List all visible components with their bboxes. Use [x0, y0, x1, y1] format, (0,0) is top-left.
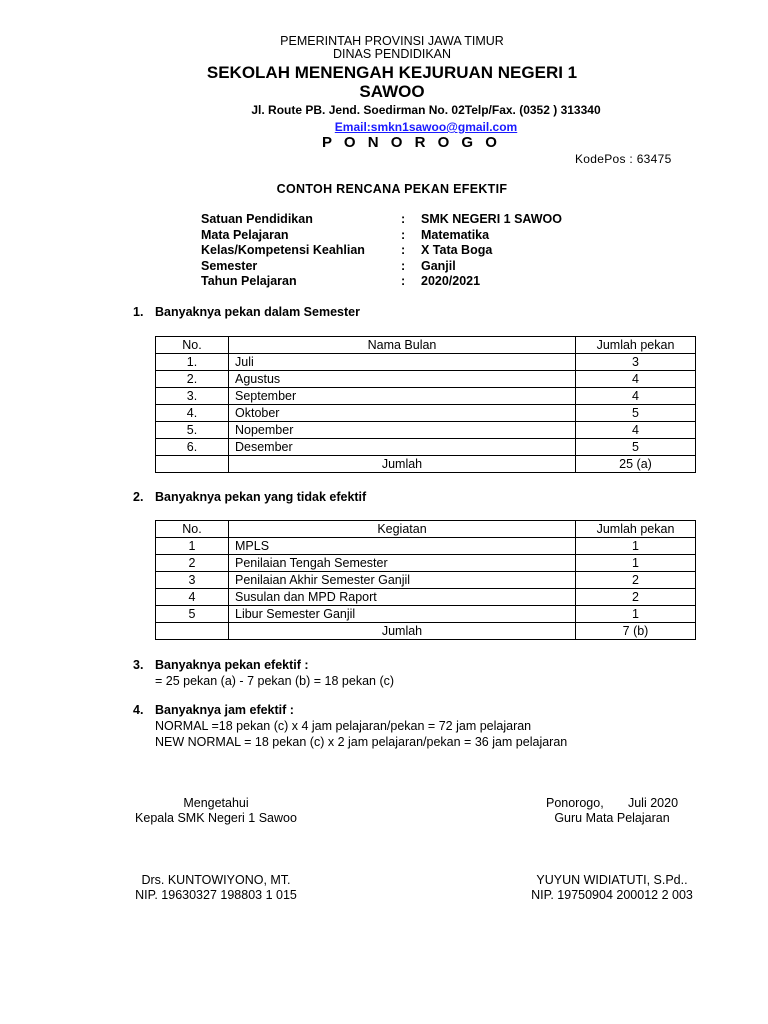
table-row	[156, 405, 696, 422]
header-email-link[interactable]: Email:smkn1sawoo@gmail.com	[334, 120, 518, 134]
table-row	[156, 371, 696, 388]
header-address: Jl. Route PB. Jend. Soedirman No. 02Telp/Fax. (0352 ) 313340	[251, 103, 601, 117]
info-value: SMK NEGERI 1 SAWOO	[421, 212, 562, 226]
signature-left-nip: NIP. 19630327 198803 1 015	[135, 888, 297, 902]
table-cell: Nopember	[229, 422, 576, 439]
table-row	[156, 388, 696, 405]
table-cell: 1.	[156, 354, 229, 371]
table-row	[156, 538, 696, 555]
section-number: 2.	[133, 490, 144, 504]
table-cell: 4	[156, 589, 229, 606]
section-title: Banyaknya jam efektif :	[155, 703, 294, 717]
table-row	[156, 606, 696, 623]
table-cell: 2	[156, 555, 229, 572]
signature-left-name: Drs. KUNTOWIYONO, MT.	[141, 873, 291, 887]
new-normal-hours-formula: NEW NORMAL = 18 pekan (c) x 2 jam pelajaran/pekan = 36 jam pelajaran	[155, 735, 568, 749]
info-label: Semester	[201, 259, 258, 273]
header-department: DINAS PENDIDIKAN	[332, 47, 452, 61]
table-row	[156, 555, 696, 572]
header-city: P O N O R O G O	[322, 134, 501, 151]
header-postal-code: KodePos : 63475	[575, 152, 672, 166]
info-colon: :	[401, 212, 406, 226]
info-label: Mata Pelajaran	[201, 228, 289, 242]
table-total-row	[156, 456, 696, 473]
table-header-cell: Jumlah pekan	[576, 337, 696, 354]
table-header-row	[156, 337, 696, 354]
table-header-row	[156, 521, 696, 538]
table-header-cell: Kegiatan	[229, 521, 576, 538]
header-school-name-line2: SAWOO	[359, 82, 425, 101]
signature-right-place-date: Ponorogo, Juli 2020	[545, 796, 679, 810]
table-row	[156, 572, 696, 589]
table-cell: 2	[576, 589, 696, 606]
table-cell: Penilaian Tengah Semester	[229, 555, 576, 572]
non-effective-weeks-table	[155, 520, 696, 640]
section-title: Banyaknya pekan efektif :	[155, 658, 309, 672]
table-cell: 5	[576, 405, 696, 422]
info-value: Ganjil	[421, 259, 456, 273]
table-header-cell: Nama Bulan	[229, 337, 576, 354]
table-header-cell: Jumlah pekan	[576, 521, 696, 538]
info-colon: :	[401, 228, 406, 242]
section-number: 1.	[133, 305, 144, 319]
table-cell: 1	[576, 606, 696, 623]
table-cell: MPLS	[229, 538, 576, 555]
signature-left-role: Kepala SMK Negeri 1 Sawoo	[135, 811, 297, 825]
normal-hours-formula: NORMAL =18 pekan (c) x 4 jam pelajaran/pekan = 72 jam pelajaran	[155, 719, 532, 733]
section-title: Banyaknya pekan yang tidak efektif	[155, 490, 367, 504]
table-header-cell: No.	[156, 337, 229, 354]
table-cell: Juli	[229, 354, 576, 371]
table-total-value: 7 (b)	[576, 623, 696, 640]
table-total-label: Jumlah	[229, 623, 576, 640]
info-value: Matematika	[421, 228, 490, 242]
table-row	[156, 589, 696, 606]
table-cell: 3	[156, 572, 229, 589]
section-title: Banyaknya pekan dalam Semester	[155, 305, 360, 319]
table-cell: Agustus	[229, 371, 576, 388]
table-total-label: Jumlah	[229, 456, 576, 473]
info-label: Kelas/Kompetensi Keahlian	[201, 243, 365, 257]
table-header-cell: No.	[156, 521, 229, 538]
table-cell: Libur Semester Ganjil	[229, 606, 576, 623]
signature-right-role: Guru Mata Pelajaran	[554, 811, 670, 825]
table-cell: 1	[576, 538, 696, 555]
table-row	[156, 439, 696, 456]
table-cell: 4	[576, 422, 696, 439]
table-cell: 5	[156, 606, 229, 623]
table-cell: 2	[576, 572, 696, 589]
table-cell: 2.	[156, 371, 229, 388]
header-government: PEMERINTAH PROVINSI JAWA TIMUR	[280, 34, 504, 48]
info-colon: :	[401, 243, 406, 257]
table-cell: September	[229, 388, 576, 405]
table-cell	[156, 456, 229, 473]
info-value: X Tata Boga	[421, 243, 493, 257]
table-total-row	[156, 623, 696, 640]
table-cell: 1	[576, 555, 696, 572]
info-colon: :	[401, 259, 406, 273]
table-cell: 1	[156, 538, 229, 555]
weeks-per-semester-table	[155, 336, 696, 473]
table-total-value: 25 (a)	[576, 456, 696, 473]
header-school-name: SEKOLAH MENENGAH KEJURUAN NEGERI 1	[206, 63, 578, 82]
info-label: Satuan Pendidikan	[201, 212, 313, 226]
table-cell	[156, 623, 229, 640]
table-row	[156, 354, 696, 371]
info-label: Tahun Pelajaran	[201, 274, 297, 288]
table-cell: 3	[576, 354, 696, 371]
table-cell: 4.	[156, 405, 229, 422]
section-number: 4.	[133, 703, 144, 717]
table-cell: 4	[576, 388, 696, 405]
signature-right-name: YUYUN WIDIATUTI, S.Pd..	[536, 873, 688, 887]
info-colon: :	[401, 274, 406, 288]
info-value: 2020/2021	[421, 274, 481, 288]
effective-weeks-formula: = 25 pekan (a) - 7 pekan (b) = 18 pekan (c)	[155, 674, 395, 688]
table-cell: Penilaian Akhir Semester Ganjil	[229, 572, 576, 589]
table-cell: 6.	[156, 439, 229, 456]
signature-right-nip: NIP. 19750904 200012 2 003	[531, 888, 693, 902]
signature-left-heading: Mengetahui	[183, 796, 249, 810]
table-cell: 4	[576, 371, 696, 388]
table-row	[156, 422, 696, 439]
table-cell: Desember	[229, 439, 576, 456]
section-number: 3.	[133, 658, 144, 672]
table-cell: Oktober	[229, 405, 576, 422]
table-cell: 5	[576, 439, 696, 456]
table-cell: 3.	[156, 388, 229, 405]
document-title: CONTOH RENCANA PEKAN EFEKTIF	[276, 182, 508, 196]
table-cell: Susulan dan MPD Raport	[229, 589, 576, 606]
table-cell: 5.	[156, 422, 229, 439]
